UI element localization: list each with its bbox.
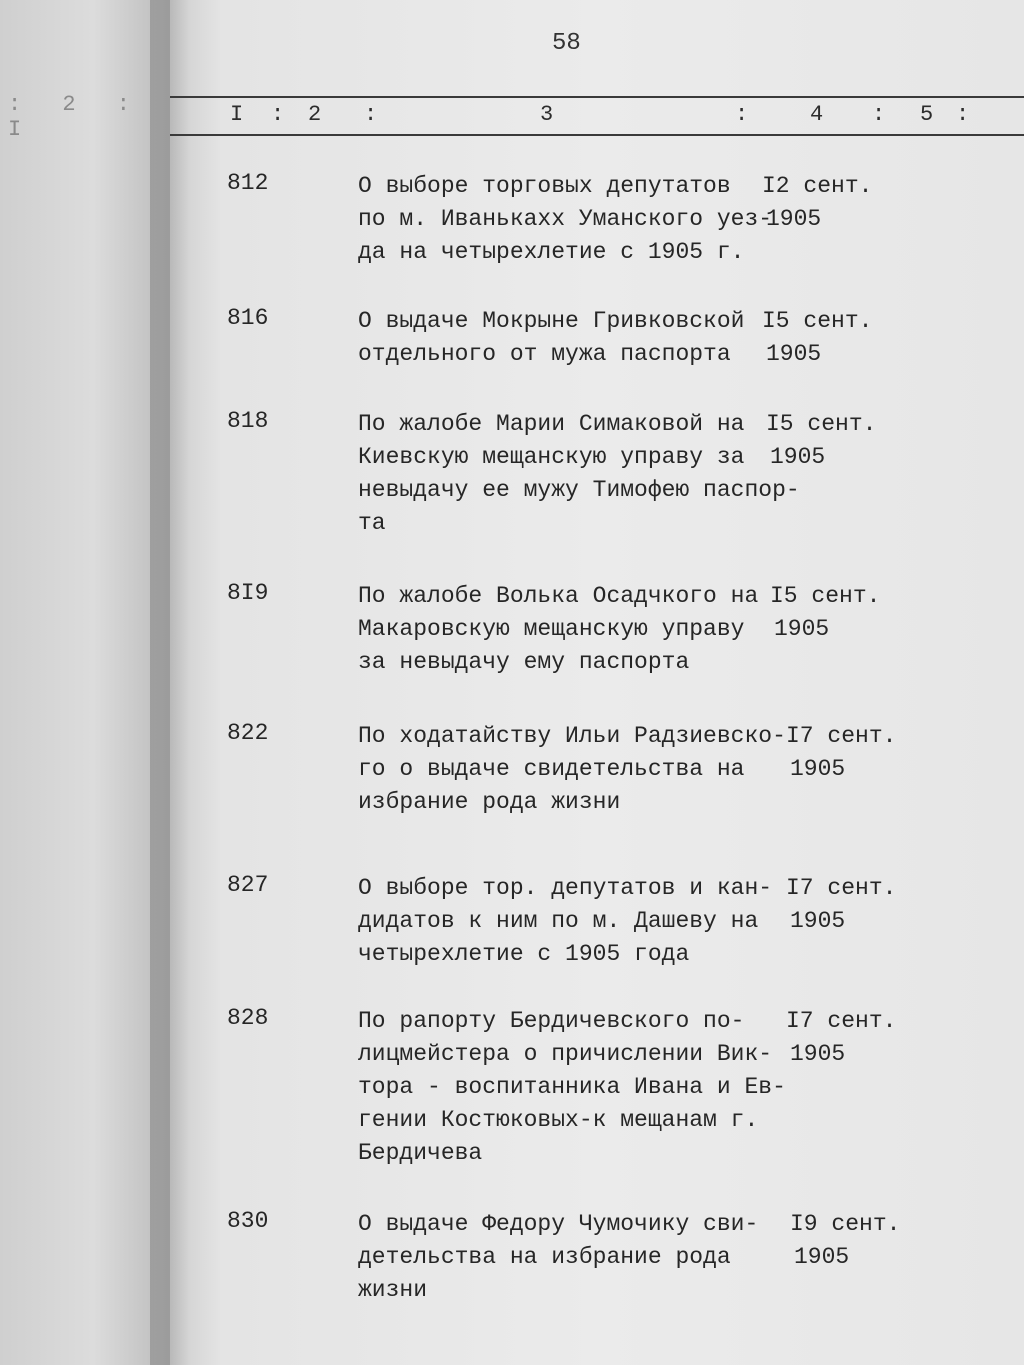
entry-title-line: Бердичева — [358, 1140, 483, 1166]
entry-title-line: го о выдаче свидетельства на — [358, 756, 745, 782]
entry-date-line: 1905 — [770, 444, 826, 470]
entry-title-line: тора - воспитанника Ивана и Ев- — [358, 1074, 786, 1100]
entry-title-line: лицмейстера о причислении Вик- — [358, 1041, 773, 1067]
column-header-4: 4 — [810, 102, 824, 127]
entry-date — [786, 1005, 896, 1071]
entry-title-line: Киевскую мещанскую управу за — [358, 444, 745, 470]
entry-number: 828 — [227, 1005, 269, 1031]
entry-number: 822 — [227, 720, 269, 746]
entry-title-line: О выборе торговых депутатов — [358, 173, 731, 199]
column-header-separator: : — [364, 102, 378, 127]
entry-title — [358, 1005, 786, 1170]
entry-date-line: I5 сент. — [762, 308, 873, 334]
left-page-header: : 2 : I — [8, 92, 145, 142]
entry-title-line: дидатов к ним по м. Дашеву на — [358, 908, 759, 934]
entry-title — [358, 580, 778, 679]
entry-number: 830 — [227, 1208, 269, 1234]
book-gutter-shadow — [150, 0, 190, 1365]
entry-date-line: I5 сент. — [770, 583, 881, 609]
entry-date-line: 1905 — [790, 756, 846, 782]
entry-title-line: невыдачу ее мужу Тимофею паспор- — [358, 477, 800, 503]
column-header-5: 5 — [920, 102, 934, 127]
column-header-separator: : — [872, 102, 886, 127]
entry-title-line: за невыдачу ему паспорта — [358, 649, 690, 675]
entry-date-line: I7 сент. — [786, 723, 897, 749]
entry-title-line: избрание рода жизни — [358, 789, 621, 815]
entry-number: 816 — [227, 305, 269, 331]
header-rule-top — [170, 96, 1024, 98]
entry-title-line: отдельного от мужа паспорта — [358, 341, 731, 367]
entry-title-line: та — [358, 510, 386, 536]
entry-number: 818 — [227, 408, 269, 434]
entry-number: 8I9 — [227, 580, 269, 606]
entry-date-line: 1905 — [766, 206, 822, 232]
entry-date-line: I7 сент. — [786, 875, 897, 901]
entry-title-line: По жалобе Волька Осадчкого на — [358, 583, 759, 609]
entry-title-line: жизни — [358, 1277, 428, 1303]
column-header-separator: : — [956, 102, 970, 127]
entry-date-line: I5 сент. — [766, 411, 877, 437]
page-number: 58 — [552, 30, 581, 57]
left-page — [0, 0, 170, 1365]
entry-title-line: да на четырехлетие с 1905 г. — [358, 239, 745, 265]
column-header-separator: : — [271, 102, 285, 127]
entry-title-line: О выдаче Федору Чумочику сви- — [358, 1211, 759, 1237]
entry-date-line: I9 сент. — [790, 1211, 901, 1237]
entry-title-line: О выборе тор. депутатов и кан- — [358, 875, 773, 901]
entry-date-line: 1905 — [794, 1244, 850, 1270]
column-header-separator: : — [735, 102, 749, 127]
entry-date — [766, 408, 876, 474]
entry-title-line: Макаровскую мещанскую управу — [358, 616, 745, 642]
entry-title — [358, 305, 778, 371]
entry-number: 827 — [227, 872, 269, 898]
entry-date — [770, 580, 880, 646]
entry-date — [762, 170, 872, 236]
entry-number: 812 — [227, 170, 269, 196]
entry-title-line: По рапорту Бердичевского по- — [358, 1008, 745, 1034]
entry-date-line: I7 сент. — [786, 1008, 897, 1034]
entry-title — [358, 720, 786, 819]
entry-date — [790, 1208, 900, 1274]
column-header-1: I — [230, 102, 244, 127]
entry-title-line: по м. Иванькахх Уманского уез- — [358, 206, 773, 232]
entry-date-line: 1905 — [790, 908, 846, 934]
entry-title — [358, 170, 778, 269]
entry-title — [358, 1208, 778, 1307]
entry-date — [762, 305, 872, 371]
column-header-3: 3 — [540, 102, 554, 127]
entry-date-line: 1905 — [790, 1041, 846, 1067]
entry-title-line: По ходатайству Ильи Радзиевско- — [358, 723, 786, 749]
entry-date — [786, 720, 896, 786]
entry-title-line: четырехлетие с 1905 года — [358, 941, 690, 967]
entry-title-line: гении Костюковых-к мещанам г. — [358, 1107, 759, 1133]
entry-title — [358, 872, 778, 971]
entry-title-line: По жалобе Марии Симаковой на — [358, 411, 745, 437]
entry-date-line: 1905 — [766, 341, 822, 367]
entry-date-line: 1905 — [774, 616, 830, 642]
entry-date-line: I2 сент. — [762, 173, 873, 199]
header-rule-bottom — [170, 134, 1024, 136]
entry-title-line: детельства на избрание рода — [358, 1244, 731, 1270]
entry-title-line: О выдаче Мокрыне Гривковской — [358, 308, 745, 334]
entry-date — [786, 872, 896, 938]
column-header-2: 2 — [308, 102, 322, 127]
